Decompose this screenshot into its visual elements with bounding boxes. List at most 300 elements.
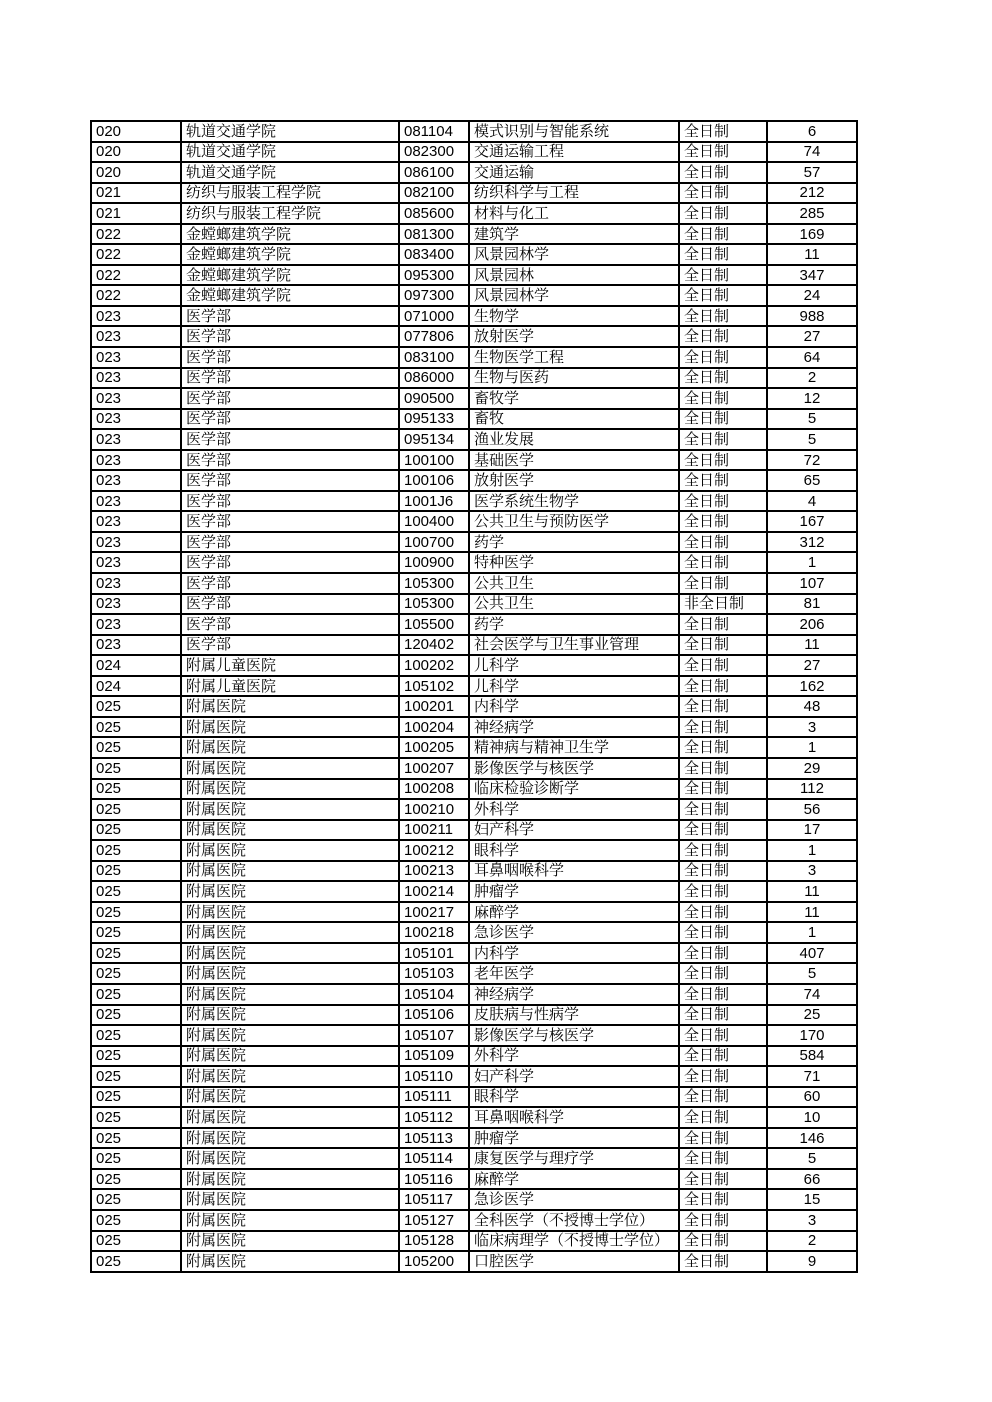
- cell-major-code: 077806: [399, 326, 469, 347]
- cell-major-code: 071000: [399, 306, 469, 327]
- cell-enrollment-count: 5: [767, 409, 857, 430]
- cell-study-mode: 全日制: [679, 326, 767, 347]
- cell-department-name: 附属医院: [181, 717, 399, 738]
- cell-department-name: 附属医院: [181, 902, 399, 923]
- cell-enrollment-count: 27: [767, 326, 857, 347]
- cell-study-mode: 全日制: [679, 306, 767, 327]
- cell-major-name: 生物学: [469, 306, 679, 327]
- cell-major-name: 特种医学: [469, 552, 679, 573]
- cell-major-code: 100201: [399, 696, 469, 717]
- cell-enrollment-count: 312: [767, 532, 857, 553]
- table-row: [91, 655, 857, 676]
- table-row: [91, 1169, 857, 1190]
- cell-department-name: 附属医院: [181, 1005, 399, 1026]
- table-row: [91, 388, 857, 409]
- cell-enrollment-count: 1: [767, 737, 857, 758]
- cell-major-name: 肿瘤学: [469, 1128, 679, 1149]
- cell-study-mode: 全日制: [679, 614, 767, 635]
- cell-enrollment-count: 17: [767, 820, 857, 841]
- cell-department-code: 025: [91, 1128, 181, 1149]
- cell-department-name: 附属医院: [181, 1087, 399, 1108]
- cell-department-code: 021: [91, 183, 181, 204]
- cell-study-mode: 全日制: [679, 758, 767, 779]
- cell-enrollment-count: 1: [767, 552, 857, 573]
- cell-department-code: 025: [91, 758, 181, 779]
- cell-department-code: 025: [91, 696, 181, 717]
- cell-department-code: 020: [91, 142, 181, 163]
- cell-enrollment-count: 11: [767, 902, 857, 923]
- table-row: [91, 450, 857, 471]
- cell-major-code: 082100: [399, 183, 469, 204]
- table-row: [91, 1210, 857, 1231]
- cell-study-mode: 全日制: [679, 244, 767, 265]
- cell-department-code: 023: [91, 347, 181, 368]
- cell-department-code: 023: [91, 532, 181, 553]
- cell-major-code: 105128: [399, 1231, 469, 1252]
- cell-major-code: 105127: [399, 1210, 469, 1231]
- cell-major-code: 105101: [399, 943, 469, 964]
- cell-study-mode: 全日制: [679, 1025, 767, 1046]
- cell-major-code: 105111: [399, 1087, 469, 1108]
- cell-department-name: 医学部: [181, 450, 399, 471]
- table-row: [91, 1087, 857, 1108]
- cell-enrollment-count: 81: [767, 594, 857, 615]
- cell-department-name: 附属医院: [181, 963, 399, 984]
- table-row: [91, 1005, 857, 1026]
- cell-study-mode: 全日制: [679, 552, 767, 573]
- cell-enrollment-count: 66: [767, 1169, 857, 1190]
- cell-major-name: 风景园林: [469, 265, 679, 286]
- cell-major-code: 105300: [399, 594, 469, 615]
- cell-study-mode: 全日制: [679, 1189, 767, 1210]
- cell-major-code: 083400: [399, 244, 469, 265]
- cell-department-name: 附属医院: [181, 696, 399, 717]
- cell-department-code: 025: [91, 1231, 181, 1252]
- table-row: [91, 265, 857, 286]
- cell-major-code: 081104: [399, 121, 469, 142]
- cell-department-name: 附属医院: [181, 799, 399, 820]
- cell-major-name: 耳鼻咽喉科学: [469, 1107, 679, 1128]
- cell-department-code: 023: [91, 450, 181, 471]
- cell-study-mode: 全日制: [679, 963, 767, 984]
- cell-department-name: 附属医院: [181, 1128, 399, 1149]
- cell-department-name: 医学部: [181, 429, 399, 450]
- cell-enrollment-count: 4: [767, 491, 857, 512]
- cell-major-name: 风景园林学: [469, 244, 679, 265]
- cell-department-name: 附属医院: [181, 1169, 399, 1190]
- cell-department-name: 轨道交通学院: [181, 121, 399, 142]
- cell-department-code: 023: [91, 552, 181, 573]
- table-row: [91, 820, 857, 841]
- cell-enrollment-count: 3: [767, 717, 857, 738]
- cell-study-mode: 全日制: [679, 162, 767, 183]
- cell-enrollment-count: 6: [767, 121, 857, 142]
- table-row: [91, 902, 857, 923]
- cell-department-code: 025: [91, 1189, 181, 1210]
- cell-department-code: 025: [91, 881, 181, 902]
- cell-department-code: 020: [91, 162, 181, 183]
- table-row: [91, 573, 857, 594]
- cell-department-code: 022: [91, 224, 181, 245]
- table-row: [91, 635, 857, 656]
- cell-major-name: 麻醉学: [469, 1169, 679, 1190]
- cell-enrollment-count: 212: [767, 183, 857, 204]
- cell-major-code: 105102: [399, 676, 469, 697]
- cell-major-name: 医学系统生物学: [469, 491, 679, 512]
- cell-major-name: 影像医学与核医学: [469, 1025, 679, 1046]
- cell-study-mode: 全日制: [679, 717, 767, 738]
- cell-department-name: 附属医院: [181, 1231, 399, 1252]
- cell-department-code: 025: [91, 1025, 181, 1046]
- cell-department-name: 附属儿童医院: [181, 655, 399, 676]
- cell-major-code: 100208: [399, 779, 469, 800]
- cell-department-name: 医学部: [181, 573, 399, 594]
- cell-study-mode: 全日制: [679, 984, 767, 1005]
- cell-department-name: 医学部: [181, 470, 399, 491]
- cell-enrollment-count: 12: [767, 388, 857, 409]
- cell-department-code: 025: [91, 1066, 181, 1087]
- table-row: [91, 840, 857, 861]
- cell-major-name: 交通运输工程: [469, 142, 679, 163]
- cell-enrollment-count: 56: [767, 799, 857, 820]
- cell-major-name: 交通运输: [469, 162, 679, 183]
- cell-department-code: 023: [91, 368, 181, 389]
- cell-study-mode: 全日制: [679, 532, 767, 553]
- cell-department-code: 023: [91, 491, 181, 512]
- cell-study-mode: 全日制: [679, 203, 767, 224]
- cell-enrollment-count: 285: [767, 203, 857, 224]
- cell-department-code: 023: [91, 429, 181, 450]
- table-row: [91, 285, 857, 306]
- cell-major-code: 100217: [399, 902, 469, 923]
- cell-department-code: 025: [91, 922, 181, 943]
- cell-major-code: 105114: [399, 1148, 469, 1169]
- cell-department-code: 025: [91, 943, 181, 964]
- cell-major-code: 100211: [399, 820, 469, 841]
- cell-major-code: 105500: [399, 614, 469, 635]
- cell-enrollment-count: 74: [767, 984, 857, 1005]
- cell-enrollment-count: 107: [767, 573, 857, 594]
- table-row: [91, 224, 857, 245]
- cell-enrollment-count: 206: [767, 614, 857, 635]
- cell-major-code: 086000: [399, 368, 469, 389]
- cell-department-code: 023: [91, 388, 181, 409]
- cell-department-code: 025: [91, 1148, 181, 1169]
- cell-enrollment-count: 170: [767, 1025, 857, 1046]
- cell-enrollment-count: 5: [767, 1148, 857, 1169]
- cell-major-code: 095300: [399, 265, 469, 286]
- cell-study-mode: 全日制: [679, 388, 767, 409]
- cell-enrollment-count: 5: [767, 963, 857, 984]
- cell-enrollment-count: 347: [767, 265, 857, 286]
- cell-department-name: 附属医院: [181, 943, 399, 964]
- cell-study-mode: 全日制: [679, 224, 767, 245]
- cell-enrollment-count: 1: [767, 922, 857, 943]
- cell-department-code: 022: [91, 244, 181, 265]
- cell-department-code: 025: [91, 779, 181, 800]
- cell-major-code: 100210: [399, 799, 469, 820]
- cell-department-name: 轨道交通学院: [181, 142, 399, 163]
- table-row: [91, 203, 857, 224]
- cell-enrollment-count: 65: [767, 470, 857, 491]
- cell-enrollment-count: 5: [767, 429, 857, 450]
- cell-enrollment-count: 72: [767, 450, 857, 471]
- cell-department-name: 医学部: [181, 491, 399, 512]
- cell-department-name: 医学部: [181, 306, 399, 327]
- cell-major-code: 105107: [399, 1025, 469, 1046]
- cell-enrollment-count: 25: [767, 1005, 857, 1026]
- cell-department-name: 附属医院: [181, 861, 399, 882]
- cell-department-name: 附属医院: [181, 758, 399, 779]
- table-row: [91, 861, 857, 882]
- cell-major-code: 082300: [399, 142, 469, 163]
- cell-major-code: 105112: [399, 1107, 469, 1128]
- cell-department-code: 025: [91, 717, 181, 738]
- table-row: [91, 984, 857, 1005]
- cell-major-code: 083100: [399, 347, 469, 368]
- cell-major-name: 渔业发展: [469, 429, 679, 450]
- cell-department-name: 附属医院: [181, 1210, 399, 1231]
- cell-enrollment-count: 1: [767, 840, 857, 861]
- cell-department-name: 金螳螂建筑学院: [181, 285, 399, 306]
- table-row: [91, 347, 857, 368]
- cell-enrollment-count: 146: [767, 1128, 857, 1149]
- cell-study-mode: 全日制: [679, 121, 767, 142]
- cell-enrollment-count: 74: [767, 142, 857, 163]
- cell-department-name: 纺织与服装工程学院: [181, 183, 399, 204]
- table-row: [91, 552, 857, 573]
- cell-department-code: 025: [91, 799, 181, 820]
- cell-major-name: 内科学: [469, 696, 679, 717]
- table-row: [91, 511, 857, 532]
- table-row: [91, 1128, 857, 1149]
- cell-study-mode: 全日制: [679, 1046, 767, 1067]
- cell-department-name: 轨道交通学院: [181, 162, 399, 183]
- cell-department-code: 024: [91, 676, 181, 697]
- admissions-table: [90, 120, 858, 1273]
- cell-major-code: 105300: [399, 573, 469, 594]
- cell-major-code: 105200: [399, 1251, 469, 1272]
- cell-department-code: 023: [91, 470, 181, 491]
- table-row: [91, 614, 857, 635]
- cell-major-name: 老年医学: [469, 963, 679, 984]
- cell-study-mode: 全日制: [679, 183, 767, 204]
- cell-major-name: 公共卫生: [469, 594, 679, 615]
- cell-study-mode: 全日制: [679, 1128, 767, 1149]
- table-row: [91, 491, 857, 512]
- cell-major-code: 1001J6: [399, 491, 469, 512]
- cell-department-code: 022: [91, 285, 181, 306]
- cell-enrollment-count: 2: [767, 368, 857, 389]
- cell-major-name: 纺织科学与工程: [469, 183, 679, 204]
- cell-department-name: 金螳螂建筑学院: [181, 224, 399, 245]
- cell-major-code: 105109: [399, 1046, 469, 1067]
- cell-study-mode: 全日制: [679, 368, 767, 389]
- cell-major-name: 畜牧学: [469, 388, 679, 409]
- table-row: [91, 183, 857, 204]
- cell-department-code: 023: [91, 326, 181, 347]
- cell-department-name: 附属医院: [181, 881, 399, 902]
- cell-major-name: 急诊医学: [469, 922, 679, 943]
- cell-department-name: 附属医院: [181, 820, 399, 841]
- cell-major-code: 105106: [399, 1005, 469, 1026]
- cell-major-code: 100202: [399, 655, 469, 676]
- table-row: [91, 1231, 857, 1252]
- cell-major-name: 全科医学（不授博士学位）: [469, 1210, 679, 1231]
- cell-enrollment-count: 15: [767, 1189, 857, 1210]
- cell-major-code: 105117: [399, 1189, 469, 1210]
- cell-department-name: 附属医院: [181, 1025, 399, 1046]
- cell-major-code: 081300: [399, 224, 469, 245]
- table-row: [91, 943, 857, 964]
- cell-major-code: 085600: [399, 203, 469, 224]
- cell-department-code: 023: [91, 306, 181, 327]
- cell-enrollment-count: 584: [767, 1046, 857, 1067]
- cell-department-code: 024: [91, 655, 181, 676]
- cell-study-mode: 全日制: [679, 902, 767, 923]
- cell-study-mode: 全日制: [679, 1210, 767, 1231]
- cell-department-name: 医学部: [181, 409, 399, 430]
- cell-major-code: 100100: [399, 450, 469, 471]
- cell-enrollment-count: 57: [767, 162, 857, 183]
- cell-study-mode: 非全日制: [679, 594, 767, 615]
- table-row: [91, 594, 857, 615]
- cell-department-name: 金螳螂建筑学院: [181, 265, 399, 286]
- table-row: [91, 1251, 857, 1272]
- table-row: [91, 779, 857, 800]
- cell-major-name: 药学: [469, 532, 679, 553]
- cell-major-name: 急诊医学: [469, 1189, 679, 1210]
- cell-enrollment-count: 9: [767, 1251, 857, 1272]
- cell-department-code: 025: [91, 902, 181, 923]
- table-row: [91, 1107, 857, 1128]
- table-row: [91, 963, 857, 984]
- cell-major-name: 基础医学: [469, 450, 679, 471]
- cell-major-name: 口腔医学: [469, 1251, 679, 1272]
- cell-department-name: 附属儿童医院: [181, 676, 399, 697]
- cell-major-name: 皮肤病与性病学: [469, 1005, 679, 1026]
- table-row: [91, 162, 857, 183]
- table-row: [91, 532, 857, 553]
- cell-study-mode: 全日制: [679, 881, 767, 902]
- cell-enrollment-count: 3: [767, 861, 857, 882]
- cell-department-name: 医学部: [181, 347, 399, 368]
- cell-study-mode: 全日制: [679, 1087, 767, 1108]
- cell-department-code: 025: [91, 1210, 181, 1231]
- cell-department-name: 附属医院: [181, 1251, 399, 1272]
- cell-department-code: 025: [91, 1169, 181, 1190]
- cell-major-code: 105104: [399, 984, 469, 1005]
- cell-enrollment-count: 24: [767, 285, 857, 306]
- cell-major-name: 儿科学: [469, 655, 679, 676]
- cell-department-code: 023: [91, 614, 181, 635]
- cell-study-mode: 全日制: [679, 1005, 767, 1026]
- cell-enrollment-count: 48: [767, 696, 857, 717]
- cell-department-name: 附属医院: [181, 922, 399, 943]
- table-row: [91, 1148, 857, 1169]
- table-row: [91, 922, 857, 943]
- table-row: [91, 306, 857, 327]
- cell-enrollment-count: 64: [767, 347, 857, 368]
- cell-department-code: 022: [91, 265, 181, 286]
- cell-major-name: 风景园林学: [469, 285, 679, 306]
- cell-major-name: 内科学: [469, 943, 679, 964]
- cell-major-name: 材料与化工: [469, 203, 679, 224]
- cell-department-code: 025: [91, 1251, 181, 1272]
- cell-study-mode: 全日制: [679, 655, 767, 676]
- cell-department-code: 025: [91, 820, 181, 841]
- cell-major-name: 畜牧: [469, 409, 679, 430]
- cell-study-mode: 全日制: [679, 285, 767, 306]
- cell-enrollment-count: 3: [767, 1210, 857, 1231]
- cell-major-name: 药学: [469, 614, 679, 635]
- cell-major-code: 105113: [399, 1128, 469, 1149]
- cell-major-name: 放射医学: [469, 470, 679, 491]
- cell-study-mode: 全日制: [679, 450, 767, 471]
- cell-major-name: 儿科学: [469, 676, 679, 697]
- cell-enrollment-count: 162: [767, 676, 857, 697]
- cell-department-name: 金螳螂建筑学院: [181, 244, 399, 265]
- cell-department-name: 医学部: [181, 511, 399, 532]
- cell-enrollment-count: 407: [767, 943, 857, 964]
- cell-study-mode: 全日制: [679, 1066, 767, 1087]
- cell-study-mode: 全日制: [679, 943, 767, 964]
- cell-enrollment-count: 169: [767, 224, 857, 245]
- cell-major-code: 100214: [399, 881, 469, 902]
- cell-study-mode: 全日制: [679, 1169, 767, 1190]
- cell-study-mode: 全日制: [679, 840, 767, 861]
- table-row: [91, 1046, 857, 1067]
- cell-major-name: 妇产科学: [469, 820, 679, 841]
- cell-study-mode: 全日制: [679, 511, 767, 532]
- table-row: [91, 142, 857, 163]
- table-row: [91, 758, 857, 779]
- cell-major-code: 095133: [399, 409, 469, 430]
- cell-major-code: 100218: [399, 922, 469, 943]
- admissions-table-body: [91, 121, 857, 1272]
- cell-department-name: 医学部: [181, 532, 399, 553]
- cell-study-mode: 全日制: [679, 142, 767, 163]
- cell-major-code: 095134: [399, 429, 469, 450]
- cell-enrollment-count: 988: [767, 306, 857, 327]
- cell-major-name: 临床病理学（不授博士学位）: [469, 1231, 679, 1252]
- cell-study-mode: 全日制: [679, 1148, 767, 1169]
- cell-enrollment-count: 71: [767, 1066, 857, 1087]
- cell-study-mode: 全日制: [679, 820, 767, 841]
- cell-enrollment-count: 112: [767, 779, 857, 800]
- cell-study-mode: 全日制: [679, 491, 767, 512]
- table-row: [91, 326, 857, 347]
- table-row: [91, 696, 857, 717]
- cell-study-mode: 全日制: [679, 347, 767, 368]
- cell-enrollment-count: 167: [767, 511, 857, 532]
- table-row: [91, 737, 857, 758]
- cell-department-name: 附属医院: [181, 1148, 399, 1169]
- cell-study-mode: 全日制: [679, 737, 767, 758]
- cell-study-mode: 全日制: [679, 1107, 767, 1128]
- table-row: [91, 244, 857, 265]
- cell-major-code: 100205: [399, 737, 469, 758]
- cell-major-code: 100213: [399, 861, 469, 882]
- cell-department-name: 附属医院: [181, 1107, 399, 1128]
- cell-study-mode: 全日制: [679, 409, 767, 430]
- cell-study-mode: 全日制: [679, 1251, 767, 1272]
- cell-enrollment-count: 11: [767, 244, 857, 265]
- cell-major-name: 眼科学: [469, 840, 679, 861]
- table-row: [91, 799, 857, 820]
- table-row: [91, 429, 857, 450]
- cell-department-code: 025: [91, 1087, 181, 1108]
